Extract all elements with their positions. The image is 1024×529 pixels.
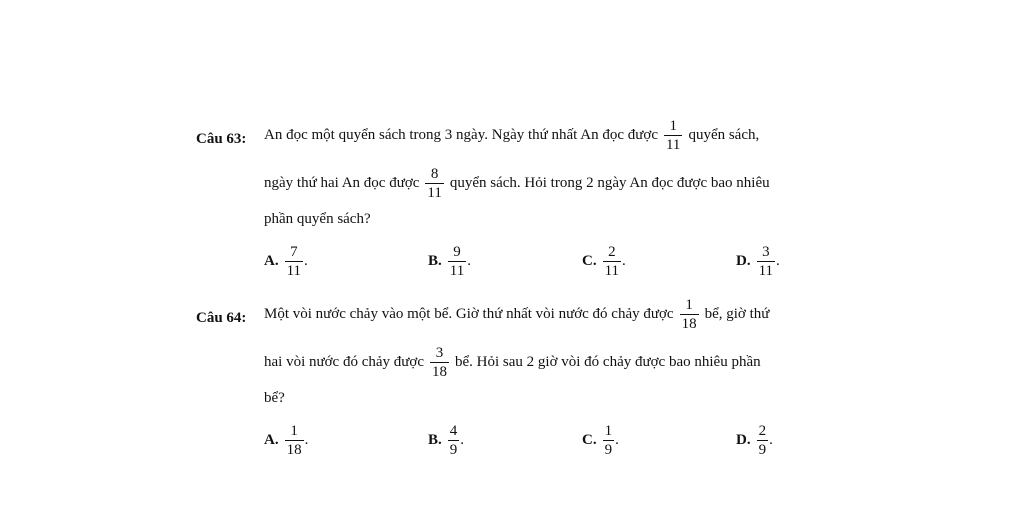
fraction-denominator: 11 bbox=[665, 137, 681, 153]
fraction bbox=[425, 165, 443, 202]
option-letter: B. bbox=[428, 432, 442, 448]
question-label: Câu 64: bbox=[196, 310, 247, 326]
answer-option-a[interactable] bbox=[264, 422, 308, 459]
fraction bbox=[285, 422, 304, 459]
question-line-3 bbox=[264, 390, 285, 407]
question-text: An đọc một quyển sách trong 3 ngày. Ngày thứ nhất An đọc được bbox=[264, 127, 658, 143]
fraction bbox=[603, 243, 621, 280]
question-line-3 bbox=[264, 211, 371, 228]
fraction-numerator: 8 bbox=[430, 166, 439, 182]
question-text: hai vòi nước đó chảy được bbox=[264, 354, 424, 370]
fraction bbox=[757, 243, 775, 280]
fraction bbox=[664, 117, 682, 154]
fraction-numerator: 2 bbox=[608, 244, 616, 260]
fraction bbox=[603, 422, 615, 459]
fraction-numerator: 7 bbox=[290, 244, 298, 260]
option-end: . bbox=[467, 253, 471, 269]
fraction-numerator: 2 bbox=[758, 423, 767, 439]
option-end: . bbox=[769, 432, 773, 448]
fraction-denominator: 9 bbox=[604, 442, 613, 458]
answer-option-a[interactable] bbox=[264, 243, 308, 280]
answer-option-b[interactable] bbox=[428, 422, 464, 459]
question-line-2 bbox=[264, 165, 770, 202]
fraction-numerator: 3 bbox=[435, 345, 444, 361]
fraction-numerator: 4 bbox=[449, 423, 458, 439]
fraction-numerator: 3 bbox=[762, 244, 770, 260]
fraction bbox=[448, 422, 460, 459]
fraction-denominator: 11 bbox=[449, 263, 465, 279]
option-end: . bbox=[776, 253, 780, 269]
option-end: . bbox=[615, 432, 619, 448]
option-letter: C. bbox=[582, 432, 597, 448]
fraction bbox=[430, 344, 449, 381]
fraction-numerator: 1 bbox=[290, 423, 298, 439]
question-line-1 bbox=[264, 117, 759, 154]
fraction-numerator: 1 bbox=[669, 118, 677, 134]
fraction-denominator: 11 bbox=[758, 263, 774, 279]
answer-option-d[interactable] bbox=[736, 422, 773, 459]
option-end: . bbox=[460, 432, 465, 448]
fraction-denominator: 11 bbox=[427, 185, 442, 201]
fraction-denominator: 9 bbox=[449, 442, 458, 458]
answer-option-d[interactable] bbox=[736, 243, 780, 280]
question-line-1 bbox=[264, 296, 769, 333]
fraction bbox=[448, 243, 466, 280]
option-end: . bbox=[622, 253, 626, 269]
question-text: ngày thứ hai An đọc được bbox=[264, 175, 420, 191]
question-line-2 bbox=[264, 344, 761, 381]
fraction-denominator: 11 bbox=[604, 263, 620, 279]
fraction-denominator: 18 bbox=[432, 364, 447, 380]
option-end: . bbox=[304, 253, 308, 269]
option-letter: D. bbox=[736, 432, 751, 448]
fraction-denominator: 18 bbox=[286, 442, 302, 458]
question-text: bể? bbox=[264, 390, 285, 406]
fraction-denominator: 9 bbox=[758, 442, 767, 458]
option-letter: A. bbox=[264, 432, 279, 448]
fraction-denominator: 11 bbox=[286, 263, 302, 279]
option-letter: D. bbox=[736, 253, 751, 269]
fraction-numerator: 9 bbox=[453, 244, 461, 260]
answer-option-b[interactable] bbox=[428, 243, 471, 280]
fraction-numerator: 1 bbox=[685, 297, 693, 313]
option-letter: C. bbox=[582, 253, 597, 269]
question-text: bể. Hỏi sau 2 giờ vòi đó chảy được bao nhiêu phần bbox=[455, 354, 761, 370]
answer-option-c[interactable] bbox=[582, 422, 619, 459]
fraction bbox=[285, 243, 303, 280]
option-letter: A. bbox=[264, 253, 279, 269]
answer-option-c[interactable] bbox=[582, 243, 626, 280]
question-text: Một vòi nước chảy vào một bể. Giờ thứ nhất vòi nước đó chảy được bbox=[264, 306, 674, 322]
fraction-numerator: 1 bbox=[604, 423, 613, 439]
question-label: Câu 63: bbox=[196, 131, 247, 147]
question-text: bể, giờ thứ bbox=[704, 306, 770, 322]
fraction bbox=[680, 296, 699, 333]
option-letter: B. bbox=[428, 253, 442, 269]
question-text: quyển sách. Hỏi trong 2 ngày An đọc được bao nhiêu bbox=[449, 175, 770, 191]
question-text: quyển sách, bbox=[688, 127, 760, 143]
question-text: phần quyển sách? bbox=[264, 211, 371, 227]
fraction bbox=[757, 422, 769, 459]
option-end: . bbox=[304, 432, 309, 448]
fraction-denominator: 18 bbox=[681, 316, 697, 332]
